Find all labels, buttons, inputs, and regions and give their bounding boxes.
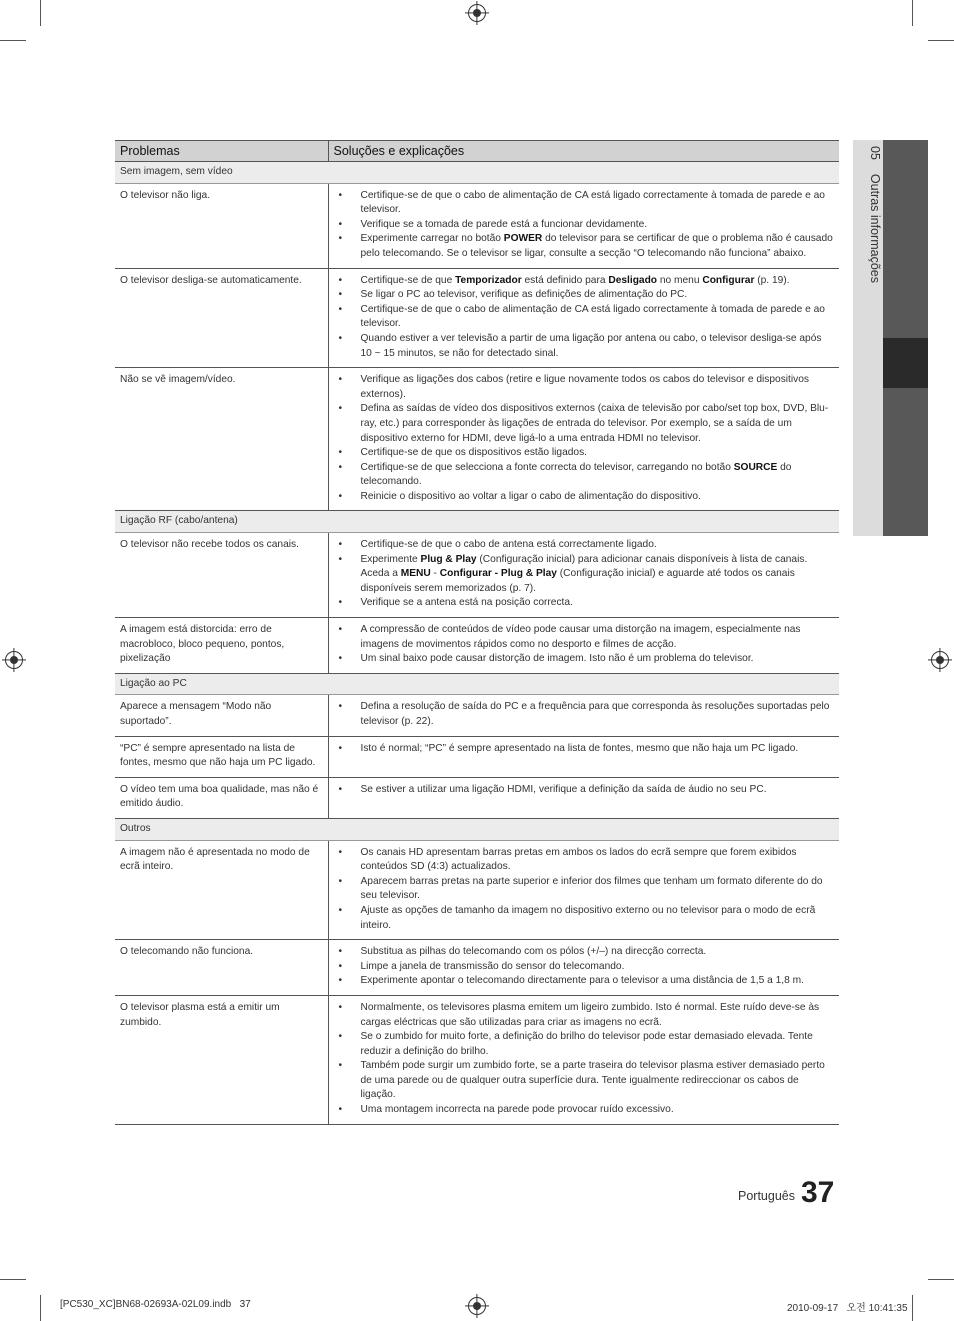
solution-item: [339, 623, 836, 652]
solution-item: [339, 875, 836, 904]
solution-text: Normalmente, os televisores plasma emitem um ligeiro zumbido. Isto é normal. Este ruído deve-se às cargas eléctricas que são utilizadas para criar as imagens no ecrã.: [360, 1001, 820, 1028]
crop-mark: [928, 40, 954, 41]
print-slug-timestamp: 2010-09-17 오전 10:41:35: [787, 1303, 908, 1314]
solution-list: [339, 846, 836, 934]
solution-text: Experimente apontar o telecomando directamente para o televisor a uma distância de 1,5 a 1,8 m.: [360, 975, 804, 987]
crop-mark: [912, 0, 913, 26]
emphasis-term: Plug & Play: [420, 553, 477, 565]
solution-text: Se o zumbido for muito forte, a definição do brilho do televisor pode estar demasiado elevada. Tente reduzir a definição do brilho.: [360, 1031, 813, 1057]
solution-item: [339, 303, 836, 332]
solution-text: Certifique-se de que selecciona a fonte correcta do televisor, carregando no botão: [360, 461, 734, 473]
solution-item: [339, 945, 836, 960]
solution-text: Verifique se a antena está na posição correcta.: [360, 597, 573, 609]
solution-text: Experimente: [360, 553, 421, 565]
solution-item: [339, 742, 836, 757]
chapter-tab-active-marker: [883, 338, 928, 388]
solution-text: Uma montagem incorrecta na parede pode provocar ruído excessivo.: [360, 1104, 674, 1116]
solution-item: [339, 960, 836, 975]
solution-list: [339, 274, 836, 362]
solution-item: [339, 1103, 836, 1118]
solution-text: Um sinal baixo pode causar distorção de imagem. Isto não é um problema do televisor.: [360, 653, 754, 665]
problem-cell: A imagem não é apresentada no modo de ecrã inteiro.: [115, 840, 328, 940]
solution-list: [339, 373, 836, 504]
emphasis-term: SOURCE: [733, 461, 778, 473]
solution-list: [339, 623, 836, 667]
solution-item: [339, 904, 836, 933]
section-title: Ligação RF (cabo/antena): [115, 511, 839, 533]
solution-item: [339, 846, 836, 875]
solution-text: está definido para: [521, 274, 609, 286]
emphasis-term: Configurar - Plug & Play: [439, 568, 557, 580]
table-row: [115, 777, 839, 818]
solution-text: Se ligar o PC ao televisor, verifique as definições de alimentação do PC.: [360, 289, 688, 301]
registration-mark-icon: [468, 1297, 486, 1315]
solution-item: [339, 402, 836, 446]
column-header-solutions: Soluções e explicações: [328, 141, 839, 162]
troubleshooting-table: [115, 140, 839, 1125]
solution-item: [339, 232, 836, 261]
solution-item: [339, 1001, 836, 1030]
solution-text: Verifique se a tomada de parede está a funcionar devidamente.: [360, 218, 648, 230]
solution-item: [339, 288, 836, 303]
solution-text: Verifique as ligações dos cabos (retire e ligue novamente todos os cabos do televisor e dispositivos externos).: [360, 374, 810, 400]
table-row: [115, 268, 839, 368]
solution-text: Os canais HD apresentam barras pretas em ambos os lados do ecrã sempre que forem exibidos conteúdos SD (4:3) actualizados.: [360, 846, 797, 873]
solution-list: [339, 700, 836, 729]
problem-cell: “PC” é sempre apresentado na lista de fontes, mesmo que não haja um PC ligado.: [115, 736, 328, 777]
solution-text: A compressão de conteúdos de vídeo pode causar uma distorção na imagem, especialmente nas imagens de movimentos rápidos como no desporto e filmes de acção.: [360, 624, 801, 650]
table-row: [115, 995, 839, 1124]
solution-cell: [328, 183, 839, 268]
solution-text: (Configuração inicial) para adicionar canais disponíveis à lista de canais. Aceda a: [360, 553, 808, 580]
chapter-number: 05: [868, 146, 882, 160]
crop-mark: [912, 1295, 913, 1321]
problem-cell: Não se vê imagem/vídeo.: [115, 368, 328, 511]
emphasis-term: MENU: [400, 568, 431, 580]
emphasis-term: Desligado: [608, 274, 658, 286]
solution-text: no menu: [657, 274, 703, 286]
solution-item: [339, 373, 836, 402]
section-title: Sem imagem, sem vídeo: [115, 162, 839, 184]
solution-text: Isto é normal; “PC” é sempre apresentado na lista de fontes, mesmo que não haja um PC ligado.: [360, 742, 799, 754]
solution-text: Limpe a janela de transmissão do sensor do telecomando.: [360, 960, 625, 972]
section-row: [115, 673, 839, 695]
solution-list: [339, 945, 836, 989]
solution-item: [339, 1059, 836, 1103]
solution-list: [339, 538, 836, 611]
solution-list: [339, 783, 836, 798]
problem-cell: O vídeo tem uma boa qualidade, mas não é emitido áudio.: [115, 777, 328, 818]
column-header-problems: Problemas: [115, 141, 328, 162]
page-number: 37: [801, 1176, 835, 1209]
solution-item: [339, 783, 836, 798]
solution-text: Aparecem barras pretas na parte superior e inferior dos filmes que tenham um formato diferente do do seu televisor.: [360, 875, 823, 902]
solution-text: (Configuração inicial) e aguarde até todos os canais disponíveis serem memorizados (p. 7).: [360, 568, 795, 594]
solution-text: Certifique-se de que o cabo de alimentação de CA está ligado correctamente à tomada de parede e ao televisor.: [360, 189, 825, 216]
crop-mark: [40, 0, 41, 26]
solution-text: do telecomando.: [360, 461, 792, 488]
solution-text: Certifique-se de que: [360, 274, 456, 286]
footer-language: Português: [738, 1189, 795, 1203]
solution-text: Experimente carregar no botão: [360, 233, 504, 245]
crop-mark: [0, 1279, 26, 1280]
print-slug-file: [PC530_XC]BN68-02693A-02L09.indb 37: [60, 1299, 251, 1310]
problem-cell: O telecomando não funciona.: [115, 940, 328, 996]
table-header-row: [115, 141, 839, 162]
table-body: [115, 162, 839, 1125]
problem-cell: Aparece a mensagem “Modo não suportado”.: [115, 695, 328, 736]
solution-list: [339, 742, 836, 757]
registration-mark-icon: [931, 651, 949, 669]
crop-mark: [0, 40, 26, 41]
solution-item: [339, 596, 836, 611]
solution-text: (p. 19).: [754, 274, 790, 286]
solution-item: [339, 652, 836, 667]
solution-item: [339, 446, 836, 461]
emphasis-term: Temporizador: [455, 274, 522, 286]
table-row: [115, 368, 839, 511]
problem-cell: O televisor não liga.: [115, 183, 328, 268]
table-row: [115, 618, 839, 674]
solution-cell: [328, 618, 839, 674]
solution-text: -: [430, 568, 440, 580]
solution-text: Defina a resolução de saída do PC e a frequência para que corresponda às resoluções suportadas pelo televisor (p. 22).: [360, 701, 830, 727]
solution-text: Substitua as pilhas do telecomando com os pólos (+/–) na direcção correcta.: [360, 946, 707, 958]
solution-item: [339, 218, 836, 233]
solution-text: Se estiver a utilizar uma ligação HDMI, verifique a definição da saída de áudio no seu PC.: [360, 783, 767, 795]
crop-mark: [928, 1279, 954, 1280]
chapter-title: Outras informações: [868, 173, 882, 283]
solution-text: Reinicie o dispositivo ao voltar a ligar o cabo de alimentação do dispositivo.: [360, 490, 701, 502]
chapter-tab: [853, 140, 928, 536]
solution-text: Certifique-se de que os dispositivos estão ligados.: [360, 447, 588, 459]
section-row: [115, 162, 839, 184]
table-row: [115, 736, 839, 777]
solution-item: [339, 538, 836, 553]
problem-cell: A imagem está distorcida: erro de macrobloco, bloco pequeno, pontos, pixelização: [115, 618, 328, 674]
table-row: [115, 183, 839, 268]
solution-text: Ajuste as opções de tamanho da imagem no dispositivo externo ou no televisor para o modo de ecrã inteiro.: [360, 904, 816, 931]
solution-item: [339, 553, 836, 597]
solution-item: [339, 332, 836, 361]
problem-cell: O televisor desliga-se automaticamente.: [115, 268, 328, 368]
table-row: [115, 840, 839, 940]
section-row: [115, 511, 839, 533]
solution-list: [339, 189, 836, 262]
section-title: Ligação ao PC: [115, 673, 839, 695]
solution-cell: [328, 777, 839, 818]
registration-mark-icon: [5, 651, 23, 669]
section-title: Outros: [115, 818, 839, 840]
section-row: [115, 818, 839, 840]
solution-list: [339, 1001, 836, 1118]
solution-cell: [328, 940, 839, 996]
solution-cell: [328, 995, 839, 1124]
solution-text: Também pode surgir um zumbido forte, se a parte traseira do televisor plasma estiver demasiado perto de uma parede ou de qualquer outra superfície dura. Tente igualmente redireccionar os cabos de ligação.: [360, 1060, 825, 1101]
chapter-tab-label: [868, 146, 882, 283]
solution-item: [339, 974, 836, 989]
solution-cell: [328, 695, 839, 736]
solution-item: [339, 1030, 836, 1059]
table-row: [115, 695, 839, 736]
table-row: [115, 940, 839, 996]
solution-item: [339, 490, 836, 505]
solution-item: [339, 461, 836, 490]
solution-cell: [328, 368, 839, 511]
solution-text: Certifique-se de que o cabo de antena está correctamente ligado.: [360, 539, 657, 551]
registration-mark-icon: [468, 4, 486, 22]
problem-cell: O televisor não recebe todos os canais.: [115, 533, 328, 618]
solution-text: Defina as saídas de vídeo dos dispositivos externos (caixa de televisão por cabo/set top box, DVD, Blu-ray, etc.) para corresponder às ligações de entrada do televisor. Por exemplo, se a saída de um dispositivo externo for HDMI, deve ligá-lo a uma entrada HDMI no televisor.: [360, 403, 829, 444]
solution-cell: [328, 840, 839, 940]
emphasis-term: Configurar: [702, 274, 755, 286]
solution-text: do televisor para se certificar de que o problema não é causado pelo telecomando. Se o televisor se ligar, consulte a secção “O telecomando não funciona” abaixo.: [360, 233, 833, 259]
solution-cell: [328, 533, 839, 618]
table-row: [115, 533, 839, 618]
solution-text: Quando estiver a ver televisão a partir de uma ligação por antena ou cabo, o televisor desliga-se após 10 ~ 15 minutos, se não for detectado sinal.: [360, 332, 822, 359]
emphasis-term: POWER: [503, 233, 543, 245]
solution-text: Certifique-se de que o cabo de alimentação de CA está ligado correctamente à tomada de parede e ao televisor.: [360, 303, 825, 330]
solution-item: [339, 274, 836, 289]
solution-cell: [328, 736, 839, 777]
crop-mark: [40, 1295, 41, 1321]
solution-cell: [328, 268, 839, 368]
problem-cell: O televisor plasma está a emitir um zumbido.: [115, 995, 328, 1124]
solution-item: [339, 189, 836, 218]
solution-item: [339, 700, 836, 729]
